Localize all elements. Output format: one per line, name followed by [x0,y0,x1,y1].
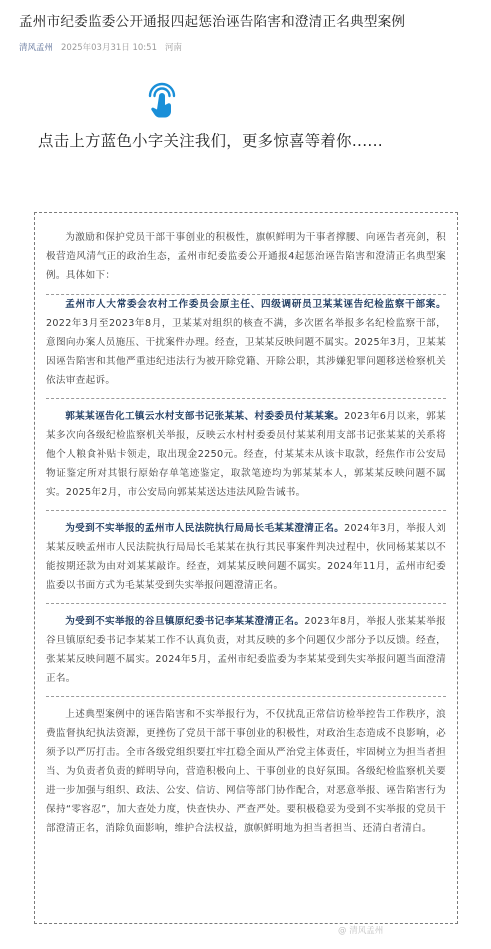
case-heading: 郭某某诬告化工镇云水村支部书记张某某、村委委员付某某案。 [65,411,345,422]
account-link[interactable]: 清风孟州 [19,43,54,53]
case-body: 2022年3月至2023年8月，卫某某对组织的核查不满，多次匿名举报多名纪检监察干部，意图向办案人员施压、干扰案件办理。经查，卫某某反映问题不属实。2025年3月，卫某某因诬告陷害和其他严重违纪违法行为被开除党籍、开除公职，其涉嫌犯罪问题移送检察机关依法审查起诉。 [46,318,446,386]
case-paragraph [46,519,446,595]
section-divider [46,696,446,697]
article-body [46,228,446,846]
case-body: 2024年3月，举报人刘某某反映孟州市人民法院执行局局长毛某某在执行其民事案件判决过程中，伙同杨某某以不能按期还款为由对刘某某敲诈。经查，刘某某反映问题不属实。2024年11月，孟州市纪委监委以书面方式为毛某某受到失实举报问题澄清正名。 [46,523,446,591]
article-title: 孟州市纪委监委公开通报四起惩治诬告陷害和澄清正名典型案例 [19,14,406,30]
article-meta [19,42,319,54]
follow-prompt: 点击上方蓝色小字关注我们，更多惊喜等着你...... [38,132,383,150]
section-divider [46,510,446,511]
closing-paragraph: 上述典型案例中的诬告陷害和不实举报行为，不仅扰乱正常信访检举控告工作秩序，浪费监督执纪执法资源，更挫伤了党员干部干事创业的积极性，对政治生态造成不良影响，必须予以严厉打击。全市各级党组织要扛牢扛稳全面从严治党主体责任，牢固树立为担当者担当、为负责者负责的鲜明导向，营造积极向上、干事创业的良好氛围。各级纪检监察机关要进一步加强与组织、政法、公安、信访、网信等部门协作配合，对恶意举报、诬告陷害行为保持“零容忍”，加大查处力度，快查快办、严查严处。要积极稳妥为受到不实举报的党员干部澄清正名，消除负面影响，维护合法权益，旗帜鲜明地为担当者担当、还清白者清白。 [46,709,446,834]
publish-date: 2025年03月31日 10:51 [61,43,157,53]
case-heading: 为受到不实举报的谷旦镇原纪委书记李某某澄清正名。 [65,616,305,627]
case-body: 2023年6月以来，郭某某多次向各级纪检监察机关举报，反映云水村村委委员付某某利用支部书记张某某的关系将他个人粮食补贴卡领走，取出现金2250元。经查，付某某未从该卡取款，经焦作市公安局物证鉴定所对其银行原始存单笔迹鉴定，取款笔迹均为郭某某本人，郭某某反映问题不属实。2025年2月，市公安局向郭某某送达违法风险告诫书。 [46,411,446,498]
case-paragraph [46,295,446,390]
case-heading: 孟州市人大常委会农村工作委员会原主任、四级调研员卫某某诬告纪检监察干部案。 [65,299,446,310]
source-watermark: @ 清风孟州 [338,926,384,936]
section-divider [46,603,446,604]
case-body: 2023年8月，举报人张某某举报谷旦镇原纪委书记李某某工作不认真负责，对其反映的多个问题仅少部分予以反馈。经查，张某某反映问题不属实。2024年5月，孟州市纪委监委为李某某受到失实举报问题当面澄清正名。 [46,616,446,684]
intro-paragraph: 为激励和保护党员干部干事创业的积极性，旗帜鲜明为干事者撑腰、向诬告者亮剑，积极营造风清气正的政治生态，孟州市纪委监委公开通报4起惩治诬告陷害和澄清正名典型案例。具体如下： [46,232,446,281]
section-divider [46,398,446,399]
tap-finger-icon [144,78,180,120]
case-paragraph [46,407,446,502]
case-heading: 为受到不实举报的孟州市人民法院执行局局长毛某某澄清正名。 [65,523,345,534]
case-paragraph [46,612,446,688]
publish-location: 河南 [164,43,182,53]
